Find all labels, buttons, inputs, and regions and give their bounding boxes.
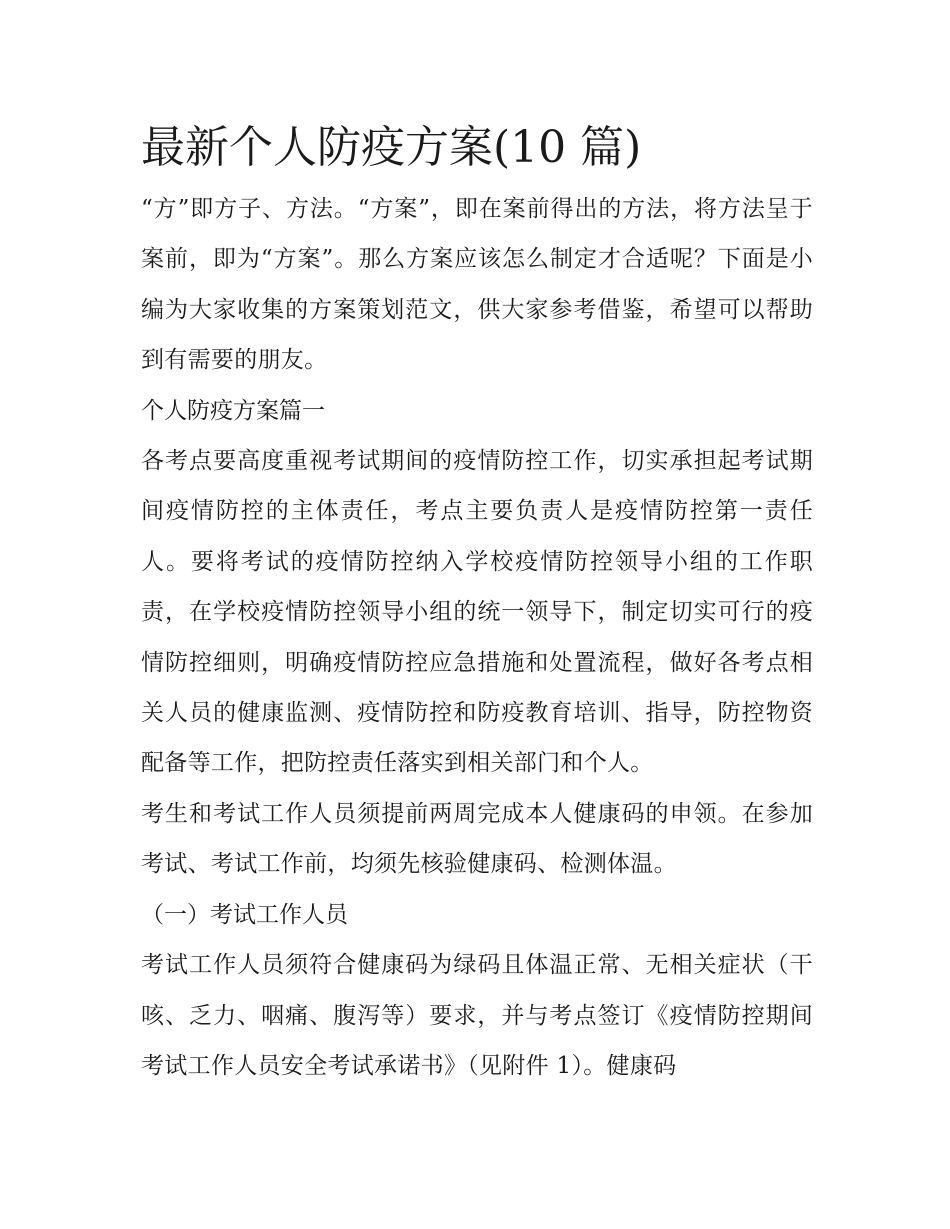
body-paragraph: 考试工作人员须符合健康码为绿码且体温正常、无相关症状（干咳、乏力、咽痛、腹泻等）要求，并与考点签订《疫情防控期间考试工作人员安全考试承诺书》（见附件 1）。健康码 — [141, 952, 813, 1079]
intro-paragraph: “方”即方子、方法。“方案”，即在案前得出的方法，将方法呈于案前，即为“方案”。那么方案应该怎么制定才合适呢？下面是小编为大家收集的方案策划范文，供大家参考借鉴，希望可以帮助到有需要的朋友。 — [141, 196, 813, 374]
document-title: 最新个人防疫方案(10 篇) — [141, 122, 642, 173]
section-heading-chapter-one: 个人防疫方案篇一 — [141, 397, 325, 424]
subsection-heading-staff: （一）考试工作人员 — [141, 901, 348, 928]
document-page — [141, 112, 813, 1091]
body-paragraph: 各考点要高度重视考试期间的疫情防控工作，切实承担起考试期间疫情防控的主体责任，考点主要负责人是疫情防控第一责任人。要将考试的疫情防控纳入学校疫情防控领导小组的工作职责，在学校疫情防控领导小组的统一领导下，制定切实可行的疫情防控细则，明确疫情防控应急措施和处置流程，做好各考点相关人员的健康监测、疫情防控和防疫教育培训、指导，防控物资配备等工作，把防控责任落实到相关部门和个人。 — [141, 448, 813, 777]
body-paragraph: 考生和考试工作人员须提前两周完成本人健康码的申领。在参加考试、考试工作前，均须先核验健康码、检测体温。 — [141, 800, 813, 878]
